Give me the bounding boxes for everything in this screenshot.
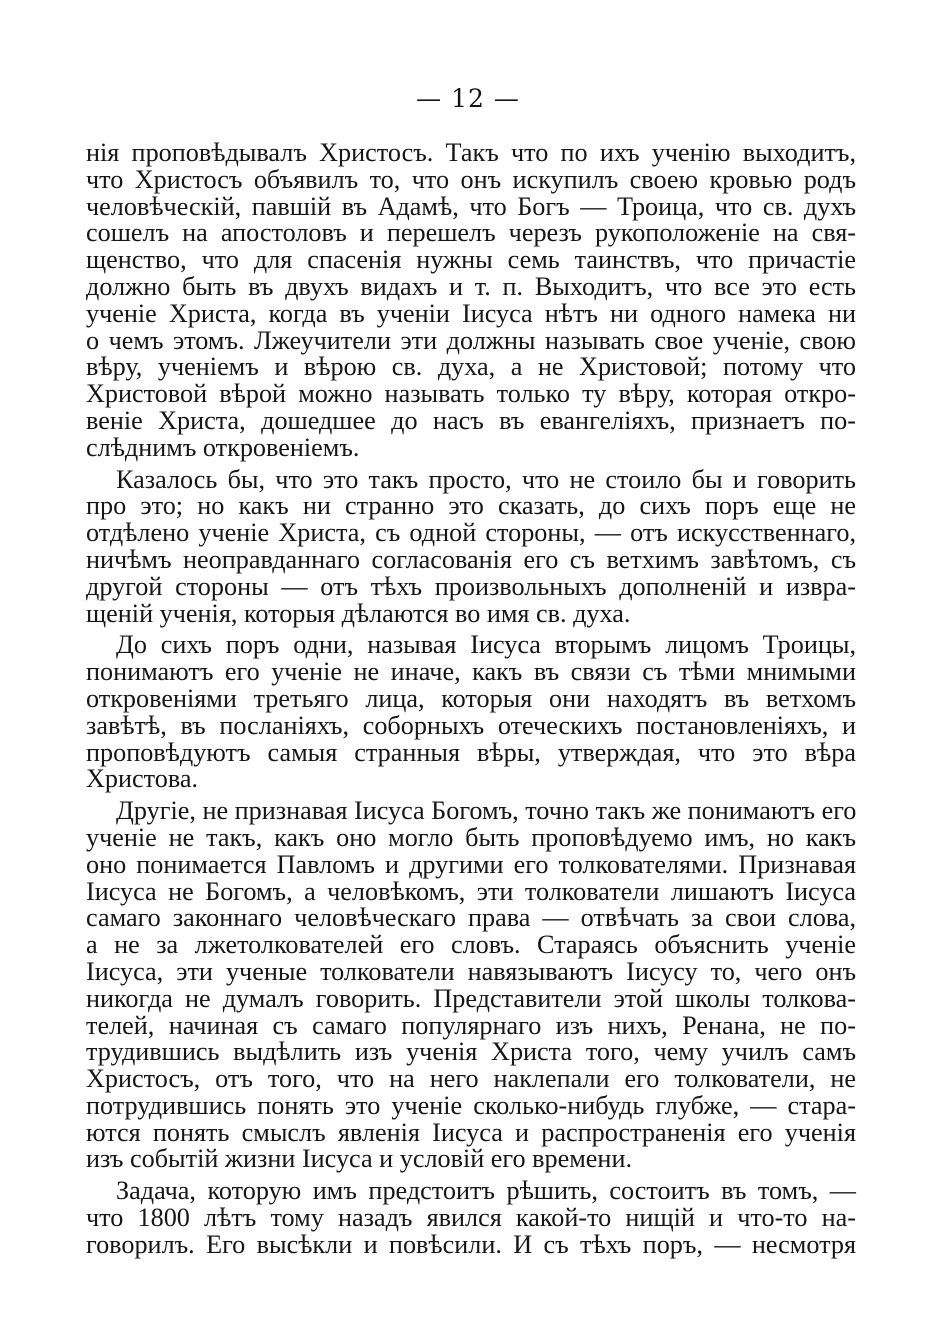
- text-line: нія проповѣдывалъ Христосъ. Такъ что по ихъ ученію выходитъ,: [86, 138, 856, 167]
- text-line: самаго законнаго человѣческаго права — отвѣчать за свои слова,: [86, 903, 856, 933]
- text-line: а не за лжетолкователей его словъ. Стараясь объяснить ученіе: [86, 930, 856, 960]
- text-line: Другіе, не признавая Іисуса Богомъ, точно такъ же понимаютъ его: [116, 796, 857, 826]
- body-text: [86, 140, 856, 1264]
- text-line: ничѣмъ неоправданнаго согласованія его съ ветхимъ завѣтомъ, съ: [86, 544, 856, 574]
- text-line: До сихъ поръ одни, называя Іисуса вторымъ лицомъ Троицы,: [116, 630, 856, 660]
- text-line: откровеніями третьяго лица, которыя они находятъ въ ветхомъ: [86, 683, 856, 713]
- text-line: Христосъ, отъ того, что на него наклепали его толкователи, не: [86, 1064, 856, 1094]
- text-line: говорилъ. Его высѣкли и повѣсили. И съ тѣхъ поръ, — несмотря: [86, 1229, 856, 1259]
- text-line: сошелъ на апостоловъ и перешелъ черезъ рукоположеніе на свя-: [86, 218, 856, 248]
- text-line: Іисуса, эти ученые толкователи навязываютъ Іисусу то, чего онъ: [86, 956, 856, 986]
- text-line: Христовой вѣрой можно называть только ту вѣру, которая откро-: [86, 379, 856, 409]
- text-line: что 1800 лѣтъ тому назадъ явился какой-то нищій и что-то на-: [86, 1203, 856, 1233]
- text-line: ученіе Христа, когда въ ученіи Іисуса нѣтъ ни одного намека ни: [86, 298, 856, 328]
- text-line: другой стороны — отъ тѣхъ произвольныхъ дополненій и извра-: [86, 571, 856, 601]
- text-line: про это; но какъ ни странно это сказать, до сихъ поръ еще не: [86, 491, 856, 521]
- paragraph: [86, 464, 856, 628]
- text-line: завѣтѣ, въ посланіяхъ, соборныхъ отеческихъ постановленіяхъ, и: [86, 710, 856, 740]
- text-line: должно быть въ двухъ видахъ и т. п. Выходитъ, что все это есть: [86, 271, 856, 301]
- text-line: Христова.: [86, 764, 199, 794]
- text-line: ученіе не такъ, какъ оно могло быть проповѣдуемо имъ, но какъ: [86, 822, 856, 852]
- text-line: человѣческій, павшій въ Адамѣ, что Богъ — Троица, что св. духъ: [86, 191, 856, 221]
- text-line: телей, начиная съ самаго популярнаго изъ нихъ, Ренана, не по-: [86, 1010, 856, 1040]
- text-line: слѣднимъ откровеніемъ.: [86, 432, 360, 462]
- paragraph: [86, 140, 856, 462]
- paragraph: [86, 798, 856, 1173]
- text-line: никогда не думалъ говорить. Представители этой школы толкова-: [86, 983, 856, 1013]
- text-line: веніе Христа, дошедшее до насъ въ евангеліяхъ, признаетъ по-: [86, 405, 856, 435]
- paragraph: [86, 1178, 856, 1258]
- paragraph: [86, 632, 856, 793]
- text-line: о чемъ этомъ. Лжеучители эти должны называть свое ученіе, свою: [86, 325, 856, 355]
- text-line: Казалось бы, что это такъ просто, что не стоило бы и говорить: [116, 464, 856, 494]
- text-line: щеній ученія, которыя дѣлаются во имя св. духа.: [86, 598, 631, 628]
- text-line: вѣру, ученіемъ и вѣрою св. духа, а не Христовой; потому что: [86, 352, 856, 382]
- text-line: потрудившись понять это ученіе сколько-нибудь глубже, — стара-: [86, 1090, 856, 1120]
- text-line: Іисуса не Богомъ, а человѣкомъ, эти толкователи лишаютъ Іисуса: [86, 876, 856, 906]
- text-line: проповѣдуютъ самыя странныя вѣры, утверждая, что это вѣра: [86, 737, 856, 767]
- text-line: щенство, что для спасенія нужны семь таинствъ, что причастіе: [86, 245, 856, 275]
- text-line: оно понимается Павломъ и другими его толкователями. Признавая: [86, 849, 856, 879]
- text-line: отдѣлено ученіе Христа, съ одной стороны, — отъ искусственнаго,: [86, 518, 856, 548]
- text-line: что Христосъ объявилъ то, что онъ искупилъ своею кровью родъ: [86, 164, 856, 194]
- page-number: — 12 —: [416, 84, 520, 113]
- text-line: изъ событій жизни Іисуса и условій его времени.: [86, 1144, 633, 1174]
- text-line: трудившись выдѣлить изъ ученія Христа того, чему училъ самъ: [86, 1037, 856, 1067]
- text-line: понимаютъ его ученіе не иначе, какъ въ связи съ тѣми мнимыми: [86, 657, 856, 687]
- text-line: ются понять смыслъ явленія Іисуса и распространенія его ученія: [86, 1117, 856, 1147]
- text-line: Задача, которую имъ предстоитъ рѣшить, состоитъ въ томъ, —: [116, 1176, 856, 1206]
